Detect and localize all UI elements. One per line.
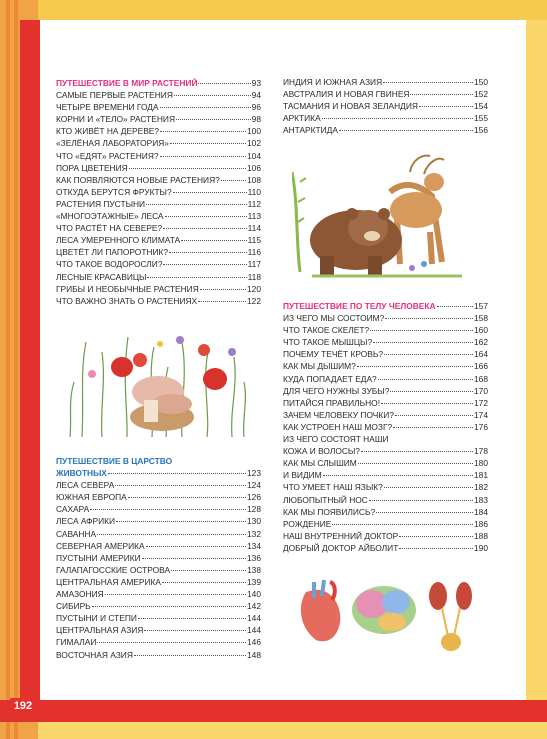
toc-entry-title: ЧТО УМЕЕТ НАШ ЯЗЫК?	[283, 482, 383, 493]
toc-page: 180	[474, 458, 488, 469]
frame-stripe	[14, 0, 18, 739]
toc-leader	[116, 521, 246, 522]
toc-entry[interactable]	[283, 433, 488, 445]
toc-leader	[373, 342, 473, 343]
toc-entry-title: ГРИБЫ И НЕОБЫЧНЫЕ РАСТЕНИЯ	[56, 283, 199, 294]
toc-page: 140	[247, 589, 261, 600]
toc-entry-title: ЦЕНТРАЛЬНАЯ АЗИЯ	[56, 625, 144, 636]
toc-entry-title: КАК МЫ ПОЯВИЛИСЬ?	[283, 506, 376, 517]
toc-entry[interactable]	[56, 491, 261, 503]
toc-page: 156	[474, 125, 488, 136]
toc-entry-title: «МНОГОЭТАЖНЫЕ» ЛЕСА	[56, 211, 164, 222]
toc-entry-title: ПУСТЫНИ АМЕРИКИ	[56, 552, 141, 563]
toc-heading-title: ПУТЕШЕСТВИЕ В МИР РАСТЕНИЙ	[56, 78, 198, 88]
toc-leader	[395, 415, 473, 416]
toc-entry-title: САМЫЕ ПЕРВЫЕ РАСТЕНИЯ	[56, 90, 173, 101]
toc-entry-title: ЦЕНТРАЛЬНАЯ АМЕРИКА	[56, 576, 161, 587]
toc-entry-title: АРКТИКА	[283, 113, 321, 124]
toc-entry[interactable]	[56, 636, 261, 648]
toc-leader	[358, 463, 473, 464]
toc-page: 128	[247, 504, 261, 515]
toc-page: 93	[251, 78, 261, 88]
toc-page: 174	[474, 409, 488, 420]
toc-entry[interactable]	[56, 612, 261, 624]
toc-entry-title: НАШ ВНУТРЕННИЙ ДОКТОР	[283, 530, 399, 541]
toc-leader	[176, 119, 251, 120]
toc-entry[interactable]	[56, 649, 261, 661]
toc-entry-title: КАК МЫ ДЫШИМ?	[283, 361, 356, 372]
frame-top	[0, 0, 547, 20]
toc-entry-title: ПИТАЙСЯ ПРАВИЛЬНО!	[283, 397, 381, 408]
toc-entry[interactable]	[283, 348, 488, 360]
toc-leader	[381, 403, 473, 404]
toc-leader	[198, 83, 250, 84]
toc-leader	[115, 485, 246, 486]
toc-entry[interactable]	[283, 457, 488, 469]
toc-entry[interactable]	[56, 89, 261, 101]
toc-entry[interactable]	[283, 112, 488, 124]
toc-page: 158	[474, 313, 488, 324]
toc-entry-title: ЛЕСА АФРИКИ	[56, 516, 116, 527]
toc-leader	[410, 94, 473, 95]
toc-leader	[419, 106, 473, 107]
toc-entry-title: РАСТЕНИЯ ПУСТЫНИ	[56, 198, 146, 209]
flowers-mushrooms-illustration	[62, 322, 252, 440]
toc-entry-title: САХАРА	[56, 504, 90, 515]
toc-leader	[383, 82, 473, 83]
toc-entry-title: ЦВЕТЁТ ЛИ ПАПОРОТНИК?	[56, 247, 169, 258]
toc-page: 172	[474, 397, 488, 408]
toc-entry[interactable]	[283, 324, 488, 336]
toc-leader	[170, 143, 246, 144]
toc-page: 144	[247, 613, 261, 624]
toc-entry-title: КАК МЫ СЛЫШИМ	[283, 458, 357, 469]
toc-entry[interactable]	[283, 445, 488, 457]
toc-leader	[322, 118, 473, 119]
toc-leader	[160, 107, 251, 108]
toc-entry-title: ИЗ ЧЕГО СОСТОЯТ НАШИ	[283, 434, 389, 445]
toc-animals	[56, 455, 261, 661]
toc-entry-title: ЧТО ТАКОЕ ВОДОРОСЛИ?	[56, 259, 163, 270]
toc-entry-title: ГАЛАПАГОССКИЕ ОСТРОВА	[56, 564, 171, 575]
toc-leader	[200, 289, 246, 290]
toc-leader	[221, 180, 246, 181]
toc-leader	[181, 240, 246, 241]
toc-page: 118	[247, 271, 261, 282]
toc-human	[283, 300, 488, 554]
toc-entry[interactable]	[56, 552, 261, 564]
toc-entry-title: ЛЕСА УМЕРЕННОГО КЛИМАТА	[56, 235, 181, 246]
toc-entry-title: ЮЖНАЯ ЕВРОПА	[56, 492, 127, 503]
toc-page: 157	[474, 301, 488, 311]
toc-page: 181	[474, 470, 488, 481]
toc-entry[interactable]	[283, 494, 488, 506]
toc-entry[interactable]	[56, 246, 261, 258]
toc-page: 136	[247, 552, 261, 563]
toc-entry[interactable]	[56, 258, 261, 270]
toc-entry[interactable]	[56, 576, 261, 588]
toc-leader	[90, 509, 246, 510]
toc-heading-title: ПУТЕШЕСТВИЕ В ЦАРСТВО	[56, 456, 173, 466]
toc-entry-title: СЕВЕРНАЯ АМЕРИКА	[56, 540, 145, 551]
toc-entry[interactable]	[283, 336, 488, 348]
toc-entry[interactable]	[56, 222, 261, 234]
toc-page: 164	[474, 349, 488, 360]
toc-leader	[339, 130, 473, 131]
toc-page: 123	[247, 468, 261, 479]
toc-entry[interactable]	[283, 100, 488, 112]
toc-page: 114	[247, 223, 261, 234]
toc-leader	[361, 451, 473, 452]
toc-heading-human[interactable]	[283, 300, 488, 312]
toc-entry[interactable]	[56, 125, 261, 137]
toc-entry-title: ИЗ ЧЕГО МЫ СОСТОИМ?	[283, 313, 385, 324]
toc-entry-title: И ВИДИМ	[283, 470, 322, 481]
toc-entry[interactable]	[283, 76, 488, 88]
toc-page: 132	[247, 528, 261, 539]
toc-entry[interactable]	[283, 373, 488, 385]
toc-page: 170	[474, 385, 488, 396]
toc-page: 182	[474, 482, 488, 493]
toc-heading-animals[interactable]	[56, 467, 261, 479]
toc-leader	[323, 475, 473, 476]
toc-page: 183	[474, 494, 488, 505]
toc-entry[interactable]	[283, 542, 488, 554]
toc-entry-title: ЛЮБОПЫТНЫЙ НОС	[283, 494, 368, 505]
toc-leader	[146, 204, 247, 205]
toc-page: 94	[251, 90, 261, 101]
toc-entry[interactable]	[56, 198, 261, 210]
toc-page: 96	[251, 102, 261, 113]
toc-entry[interactable]	[283, 124, 488, 136]
toc-entry-title: ЗАЧЕМ ЧЕЛОВЕКУ ПОЧКИ?	[283, 409, 394, 420]
toc-entry[interactable]	[283, 88, 488, 100]
toc-entry[interactable]	[56, 174, 261, 186]
toc-leader	[399, 536, 473, 537]
toc-page: 130	[247, 516, 261, 527]
toc-entry-title: ГИМАЛАИ	[56, 637, 97, 648]
toc-entry-title: КУДА ПОПАДАЕТ ЕДА?	[283, 373, 377, 384]
toc-entry-title: ИНДИЯ И ЮЖНАЯ АЗИЯ	[283, 77, 383, 87]
toc-leader	[163, 264, 246, 265]
toc-entry[interactable]	[56, 600, 261, 612]
frame-stripe	[6, 0, 10, 739]
toc-page: 108	[247, 174, 261, 185]
toc-entry[interactable]	[56, 564, 261, 576]
toc-page: 166	[474, 361, 488, 372]
toc-page: 115	[247, 235, 261, 246]
toc-page: 168	[474, 373, 488, 384]
toc-page: 106	[247, 162, 261, 173]
toc-leader	[144, 630, 246, 631]
toc-entry-title: ДОБРЫЙ ДОКТОР АЙБОЛИТ	[283, 542, 399, 553]
toc-entry-title: КАК ПОЯВЛЯЮТСЯ НОВЫЕ РАСТЕНИЯ?	[56, 174, 220, 185]
toc-entry-title: КОЖА И ВОЛОСЫ?	[283, 446, 360, 457]
toc-page: 112	[247, 198, 261, 209]
toc-leader	[370, 330, 473, 331]
toc-leader	[332, 524, 473, 525]
toc-leader	[437, 306, 474, 307]
toc-entry-title: «ЗЕЛЁНАЯ ЛАБОРАТОРИЯ»	[56, 138, 169, 149]
toc-leader	[97, 642, 246, 643]
toc-entry[interactable]	[283, 518, 488, 530]
toc-leader	[128, 497, 246, 498]
toc-entry[interactable]	[283, 530, 488, 542]
toc-entry[interactable]	[56, 113, 261, 125]
toc-heading-title: ПУТЕШЕСТВИЕ ПО ТЕЛУ ЧЕЛОВЕКА	[283, 301, 436, 311]
toc-entry-title: ДЛЯ ЧЕГО НУЖНЫ ЗУБЫ?	[283, 385, 390, 396]
toc-page: 113	[247, 211, 261, 222]
toc-page: 160	[474, 325, 488, 336]
toc-page: 155	[474, 113, 488, 124]
toc-page: 154	[474, 101, 488, 112]
toc-page: 162	[474, 337, 488, 348]
toc-entry[interactable]	[283, 469, 488, 481]
toc-page: 122	[247, 295, 261, 306]
toc-leader	[163, 228, 247, 229]
toc-page: 124	[247, 480, 261, 491]
toc-page: 148	[247, 649, 261, 660]
toc-page: 98	[251, 114, 261, 125]
toc-entry[interactable]	[56, 515, 261, 527]
toc-entry[interactable]	[56, 186, 261, 198]
toc-page: 188	[474, 530, 488, 541]
toc-page: 100	[247, 126, 261, 137]
toc-entry-title: ЧТО ТАКОЕ МЫШЦЫ?	[283, 337, 373, 348]
toc-entry[interactable]	[56, 234, 261, 246]
bear-deer-illustration	[292, 152, 472, 280]
toc-heading-animals-line1	[56, 455, 261, 467]
toc-plants	[56, 77, 261, 307]
toc-page: 184	[474, 506, 488, 517]
toc-entry[interactable]	[56, 101, 261, 113]
toc-leader	[162, 582, 246, 583]
toc-leader	[92, 606, 246, 607]
toc-leader	[97, 534, 246, 535]
toc-entry-title: ЧТО ВАЖНО ЗНАТЬ О РАСТЕНИЯХ	[56, 295, 198, 306]
toc-entry-title: ПОРА ЦВЕТЕНИЯ	[56, 162, 128, 173]
toc-entry[interactable]	[283, 421, 488, 433]
toc-leader	[129, 168, 246, 169]
toc-entry[interactable]	[56, 479, 261, 491]
toc-leader	[169, 252, 247, 253]
toc-entry[interactable]	[56, 503, 261, 515]
toc-page: 117	[247, 259, 261, 270]
toc-leader	[165, 216, 247, 217]
toc-page: 142	[247, 601, 261, 612]
toc-page: 102	[247, 138, 261, 149]
toc-leader	[357, 366, 473, 367]
toc-entry[interactable]	[56, 283, 261, 295]
toc-leader	[147, 277, 246, 278]
toc-entry[interactable]	[56, 137, 261, 149]
toc-leader	[384, 354, 473, 355]
toc-heading-title: ЖИВОТНЫХ	[56, 468, 107, 479]
toc-entry[interactable]	[283, 312, 488, 324]
toc-page: 120	[247, 283, 261, 294]
toc-entry[interactable]	[56, 210, 261, 222]
toc-entry[interactable]	[56, 295, 261, 307]
red-border-left	[20, 20, 40, 720]
toc-entry-title: ВОСТОЧНАЯ АЗИЯ	[56, 649, 133, 660]
toc-leader	[134, 655, 246, 656]
toc-leader	[173, 192, 247, 193]
toc-entry[interactable]	[56, 271, 261, 283]
toc-entry[interactable]	[283, 409, 488, 421]
toc-entry-title: ЧТО ТАКОЕ СКЕЛЕТ?	[283, 325, 370, 336]
toc-page: 110	[247, 186, 261, 197]
toc-leader	[384, 487, 473, 488]
toc-page: 186	[474, 518, 488, 529]
toc-entry-title: КАК УСТРОЕН НАШ МОЗГ?	[283, 421, 393, 432]
toc-leader	[369, 500, 473, 501]
toc-entry-title: СИБИРЬ	[56, 601, 91, 612]
toc-entry[interactable]	[283, 385, 488, 397]
organs-illustration	[292, 574, 472, 654]
toc-entry[interactable]	[283, 397, 488, 409]
toc-leader	[171, 570, 246, 571]
toc-entry[interactable]	[56, 150, 261, 162]
toc-entry-title: КОРНИ И «ТЕЛО» РАСТЕНИЯ	[56, 114, 175, 125]
toc-leader	[146, 546, 246, 547]
toc-entry-title: ЛЕСНЫЕ КРАСАВИЦЫ	[56, 271, 147, 282]
toc-leader	[376, 512, 473, 513]
toc-page: 152	[474, 89, 488, 100]
toc-page: 150	[474, 77, 488, 87]
toc-page: 139	[247, 576, 261, 587]
toc-page: 116	[247, 247, 261, 258]
toc-entry[interactable]	[56, 588, 261, 600]
toc-page: 134	[247, 540, 261, 551]
toc-entry[interactable]	[283, 360, 488, 372]
toc-entry-title: АНТАРКТИДА	[283, 125, 338, 136]
toc-page: 138	[247, 564, 261, 575]
toc-entry-title: ЧТО «ЕДЯТ» РАСТЕНИЯ?	[56, 150, 159, 161]
toc-entry[interactable]	[56, 162, 261, 174]
toc-entry-title: ЛЕСА СЕВЕРА	[56, 480, 115, 491]
toc-leader	[198, 301, 246, 302]
toc-leader	[385, 318, 473, 319]
toc-leader	[160, 156, 246, 157]
toc-page: 126	[247, 492, 261, 503]
toc-entry[interactable]	[56, 624, 261, 636]
toc-leader	[378, 379, 473, 380]
toc-entry-title: ЧТО РАСТЁТ НА СЕВЕРЕ?	[56, 223, 163, 234]
toc-leader	[160, 131, 246, 132]
toc-entry[interactable]	[56, 540, 261, 552]
toc-entry-title: ПОЧЕМУ ТЕЧЁТ КРОВЬ?	[283, 349, 383, 360]
toc-animals-continued	[283, 76, 488, 136]
toc-entry-title: КТО ЖИВЁТ НА ДЕРЕВЕ?	[56, 126, 160, 137]
toc-page: 178	[474, 446, 488, 457]
toc-entry-title: ПУСТЫНИ И СТЕПИ	[56, 613, 137, 624]
toc-page: 190	[474, 542, 488, 553]
toc-leader	[142, 558, 246, 559]
toc-entry-title: АМАЗОНИЯ	[56, 589, 104, 600]
toc-entry-title: ОТКУДА БЕРУТСЯ ФРУКТЫ?	[56, 186, 172, 197]
toc-page: 146	[247, 637, 261, 648]
toc-leader	[108, 473, 246, 474]
toc-page: 144	[247, 625, 261, 636]
toc-entry-title: САВАННА	[56, 528, 97, 539]
toc-entry[interactable]	[283, 481, 488, 493]
toc-leader	[174, 95, 251, 96]
toc-heading-plants[interactable]	[56, 77, 261, 89]
toc-entry-title: ЧЕТЫРЕ ВРЕМЕНИ ГОДА	[56, 102, 159, 113]
page-number: 192	[10, 698, 36, 714]
toc-entry[interactable]	[283, 506, 488, 518]
toc-leader	[390, 391, 473, 392]
toc-entry[interactable]	[56, 528, 261, 540]
toc-page: 176	[474, 421, 488, 432]
toc-entry-title: АВСТРАЛИЯ И НОВАЯ ГВИНЕЯ	[283, 89, 410, 100]
toc-leader	[399, 548, 473, 549]
red-border-bottom	[0, 700, 547, 722]
toc-page: 104	[247, 150, 261, 161]
toc-leader	[105, 594, 246, 595]
toc-entry-title: РОЖДЕНИЕ	[283, 518, 332, 529]
toc-entry-title: ТАСМАНИЯ И НОВАЯ ЗЕЛАНДИЯ	[283, 101, 418, 112]
toc-leader	[393, 427, 473, 428]
toc-leader	[138, 618, 246, 619]
